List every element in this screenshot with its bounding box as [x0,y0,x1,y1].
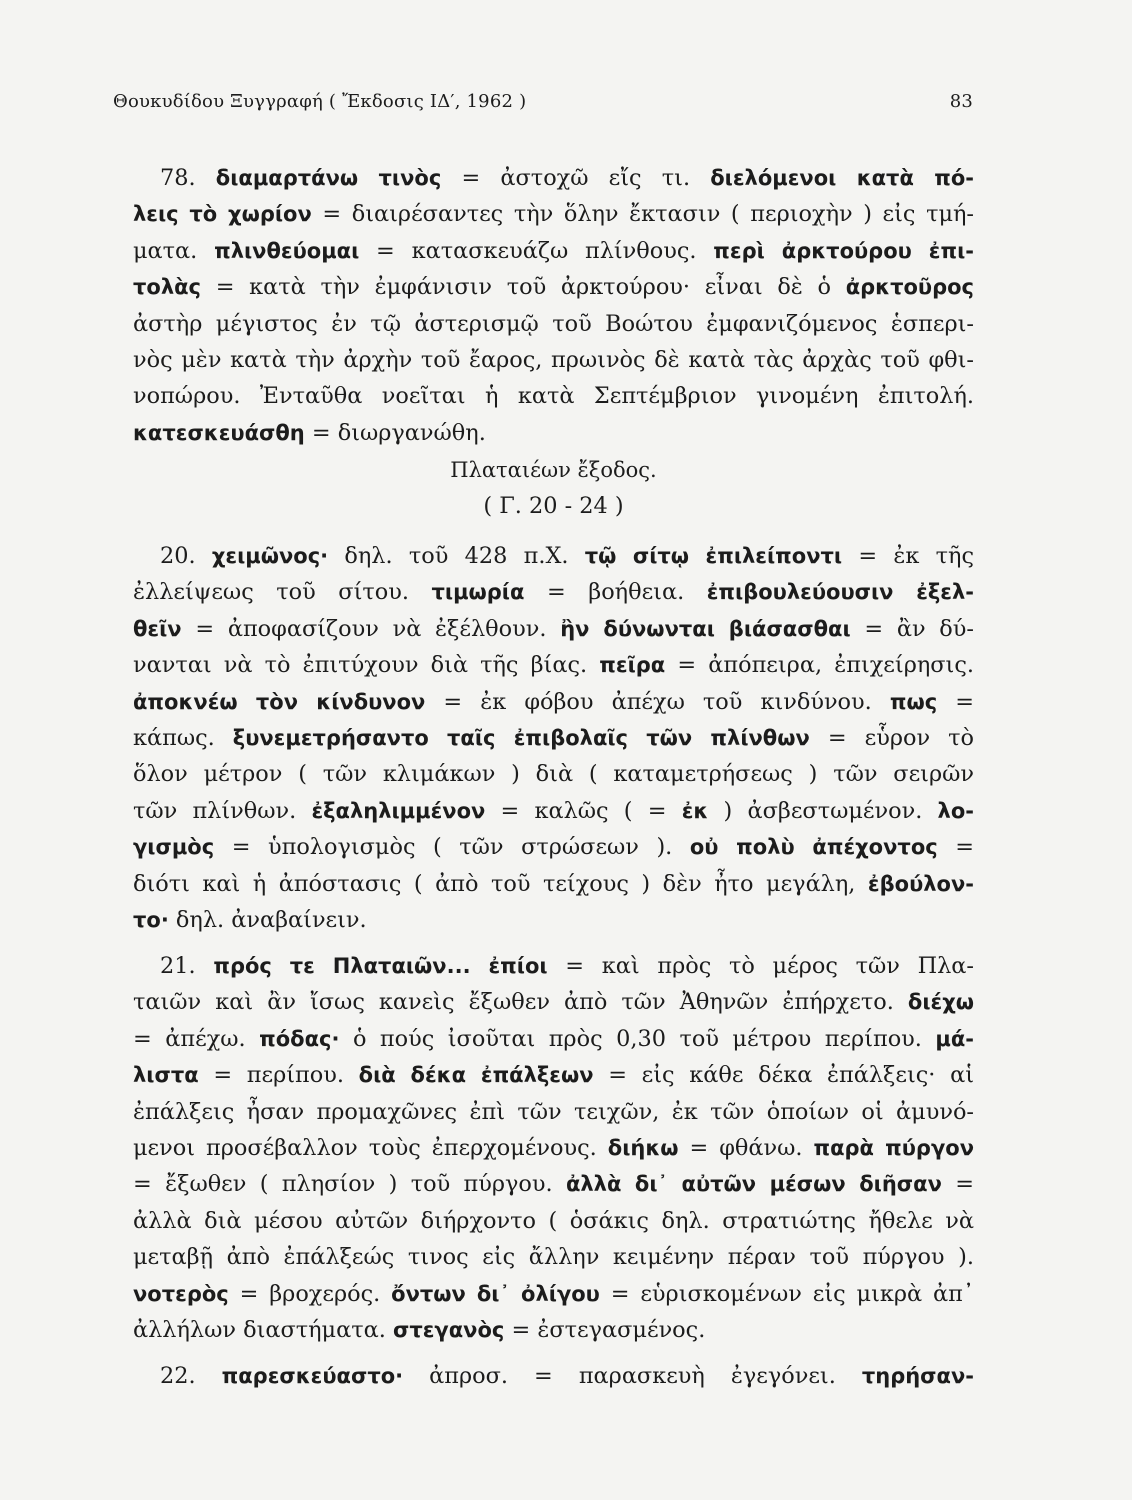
lemma-term: παρὰ πύργον [813,1135,974,1160]
gloss-text: = [937,834,974,861]
lemma-term: οὐ πολὺ ἀπέχοντος [689,835,938,860]
text-line [133,538,974,574]
lemma-term: ἐβούλον- [867,871,974,896]
lemma-term: ἀποκνέω τὸν κίνδυνον [133,689,426,714]
gloss-text: = κατὰ τὴν ἐμφάνισιν τοῦ ἀρκτούρου· εἶναι δὲ ὁ [201,274,846,301]
lemma-term: πως [889,689,938,714]
gloss-text: = ἔξωθεν ( πλησίον ) τοῦ πύργου. [133,1171,566,1198]
gloss-text: = βοήθεια. [524,579,707,606]
lemma-term: θεῖν [133,616,182,641]
lemma-term: πόδας· [259,1026,340,1051]
gloss-text: = ἀστοχῶ εἴς τι. [441,165,711,191]
section-heading [133,452,974,525]
text-line [133,160,974,196]
section-title: Πλαταιέων ἔξοδος. [450,458,657,482]
gloss-text: διότι καὶ ἡ ἀπόστασις ( ἀπὸ τοῦ τείχους ) δὲν ἦτο μεγάλη, [133,870,868,897]
paragraph-22 [133,1358,974,1394]
page-number: 83 [949,91,973,112]
text-line [133,902,974,938]
lemma-term: ξυνεμετρήσαντο ταῖς ἐπιβολαῖς τῶν πλίνθων [232,725,810,750]
text-line [133,720,974,756]
lemma-term: λιστα [133,1063,199,1088]
gloss-text: ) ἀσβεστωμένον. [708,797,938,824]
lemma-term: διαμαρτάνω τινὸς [215,166,442,190]
paragraph-78 [133,160,974,451]
lemma-term: διελόμενοι κατὰ πό- [710,166,974,190]
lemma-term: ἐπιβουλεύουσιν ἐξελ- [706,580,974,605]
gloss-text: = περίπου. [198,1062,359,1089]
lemma-term: νοτερὸς [133,1281,229,1306]
text-line [133,1094,974,1130]
lemma-term: στεγανὸς [392,1317,505,1342]
gloss-text: = καὶ πρὸς τὸ μέρος τῶν Πλα- [547,953,974,979]
text-line [133,342,974,378]
text-line [133,1130,974,1166]
text-line [133,756,974,792]
gloss-text: = ἐκ τῆς [842,543,974,569]
gloss-text: 22. [160,1363,222,1389]
gloss-text: = ἀπόπειρα, ἐπιχείρησις. [665,652,974,679]
running-head [113,91,973,112]
lemma-term: χειμῶνος· [211,544,329,568]
gloss-text: = διωργανώθη. [304,419,486,446]
text-line [133,1203,974,1239]
lemma-term: πρός τε Πλαταιῶν... ἐπίοι [213,954,548,978]
text-line [133,574,974,610]
text-line [133,306,974,342]
lemma-term: γισμὸς [133,835,215,860]
lemma-term: πεῖρα [599,653,666,678]
gloss-text: δηλ. ἀναβαίνειν. [168,906,367,933]
gloss-text: μενοι προσέβαλλον τοὺς ἐπερχομένους. [133,1134,608,1161]
lemma-term: διὰ δέκα ἐπάλξεων [358,1063,594,1088]
text-line [133,1057,974,1093]
text-line [133,1166,974,1202]
text-line [133,1312,974,1348]
text-line [133,196,974,232]
gloss-text: ἀλλὰ διὰ μέσου αὐτῶν διήρχοντο ( ὁσάκις δηλ. στρατιώτης ἤθελε νὰ [133,1207,974,1234]
lemma-term: διέχω [907,990,974,1015]
lemma-term: πλινθεύομαι [214,238,360,263]
gloss-text: ἐπάλξεις ἦσαν προμαχῶνες ἐπὶ τῶν τειχῶν, ἐκ τῶν ὁποίων οἱ ἀμυνό- [133,1098,974,1125]
text-line [133,829,974,865]
gloss-text: ἐλλείψεως τοῦ σίτου. [133,579,432,606]
gloss-text: = ὑπολογισμὸς ( τῶν στρώσεων ). [214,834,690,861]
text-line [133,647,974,683]
gloss-text: ἀπροσ. = παρασκευὴ ἐγεγόνει. [403,1363,862,1389]
text-line [133,1358,974,1394]
gloss-text: νοπώρου. Ἐνταῦθα νοεῖται ἡ κατὰ Σεπτέμβριον γινομένη ἐπιτολή. [133,383,974,410]
lemma-term: τιμωρία [431,580,525,605]
lemma-term: διήκω [607,1135,679,1160]
gloss-text: 20. [160,543,212,569]
lemma-term: ἀλλὰ δι᾽ αὐτῶν μέσων διῆσαν [565,1172,942,1197]
lemma-term: λεις τὸ χωρίον [133,202,312,227]
text-line [133,948,974,984]
gloss-text: = βροχερός. [228,1280,392,1307]
gloss-text: = εὑρισκομένων εἰς μικρὰ ἀπ᾽ [599,1280,975,1307]
header-title: Θουκυδίδου Ξυγγραφή ( Ἔκδοσις ΙΔ′, 1962 ) [113,91,527,112]
lemma-term: τολὰς [133,275,201,300]
text-line [133,866,974,902]
text-line [133,611,974,647]
gloss-text: ματα. [133,237,215,264]
lemma-term: ἐκ [681,798,709,823]
lemma-term: κατεσκευάσθη [133,420,305,445]
gloss-text: = εὗρον τὸ [809,724,974,751]
gloss-text: = ἐκ φόβου ἀπέχω τοῦ κινδύνου. [425,688,890,715]
text-line [133,1239,974,1275]
gloss-text: τῶν πλίνθων. [133,797,312,824]
text-line [133,793,974,829]
lemma-term: ἢν δύνωνται βιάσασθαι [560,616,851,641]
gloss-text: = ἀποφασίζουν νὰ ἐξέλθουν. [181,615,561,642]
lemma-term: τηρήσαν- [861,1364,974,1388]
lemma-term: παρεσκεύαστο· [221,1364,404,1388]
lemma-term: μά- [935,1026,975,1051]
gloss-text: = [941,1171,974,1198]
gloss-text: κάπως. [133,724,233,751]
gloss-text: ἀλλήλων διαστήματα. [133,1316,393,1343]
text-line [133,1021,974,1057]
text-line [133,1276,974,1312]
gloss-text: = ἀπέχω. [133,1025,260,1052]
gloss-text: δηλ. τοῦ 428 π.Χ. [328,543,585,569]
gloss-text: νὸς μὲν κατὰ τὴν ἀρχὴν τοῦ ἔαρος, πρωινὸς δὲ κατὰ τὰς ἀρχὰς τοῦ φθι- [133,346,974,373]
gloss-text: = καλῶς ( = [485,797,682,824]
gloss-text: = διαιρέσαντες τὴν ὅλην ἔκτασιν ( περιοχὴν ) εἰς τμή- [311,201,974,228]
text-line [133,233,974,269]
gloss-text: 21. [160,953,214,979]
gloss-text: = φθάνω. [678,1134,814,1161]
text-line [133,984,974,1020]
lemma-term: περὶ ἀρκτούρου ἐπι- [713,238,974,263]
lemma-term: ὄντων δι᾽ ὀλίγου [391,1281,600,1306]
gloss-text: = εἰς κάθε δέκα ἐπάλξεις· αἱ [593,1062,975,1089]
text-line [133,684,974,720]
gloss-text: ὁ πούς ἰσοῦται πρὸς 0,30 τοῦ μέτρου περίπου. [339,1025,936,1052]
lemma-term: ἀρκτοῦρος [845,275,974,300]
lemma-term: το· [133,907,169,932]
gloss-text: = ἂν δύ- [850,615,974,642]
section-reference: ( Γ. 20 - 24 ) [483,493,624,520]
lemma-term: ἐξαληλιμμένον [311,798,486,823]
gloss-text: μεταβῇ ἀπὸ ἐπάλξεώς τινος εἰς ἄλλην κειμένην πέραν τοῦ πύργου ). [133,1244,974,1271]
text-line [133,269,974,305]
paragraph-20 [133,538,974,938]
lemma-term: τῷ σίτῳ ἐπιλείποντι [584,544,843,568]
gloss-text: ὅλον μέτρον ( τῶν κλιμάκων ) διὰ ( καταμετρήσεως ) τῶν σειρῶν [133,761,974,788]
gloss-text: = κατασκευάζω πλίνθους. [359,237,714,264]
gloss-text: 78. [160,165,216,191]
text-line [133,415,974,451]
gloss-text: ταιῶν καὶ ἂν ἴσως κανεὶς ἔξωθεν ἀπὸ τῶν Ἀθηνῶν ἐπήρχετο. [133,989,908,1016]
gloss-text: = ἐστεγασμένος. [504,1316,706,1343]
lemma-term: λο- [937,798,974,823]
text-line [133,378,974,414]
paragraph-21 [133,948,974,1348]
gloss-text: = [937,688,974,715]
gloss-text: ἀστὴρ μέγιστος ἐν τῷ ἀστερισμῷ τοῦ Βοώτου ἐμφανιζόμενος ἑσπερι- [133,310,974,337]
gloss-text: νανται νὰ τὸ ἐπιτύχουν διὰ τῆς βίας. [133,652,600,679]
